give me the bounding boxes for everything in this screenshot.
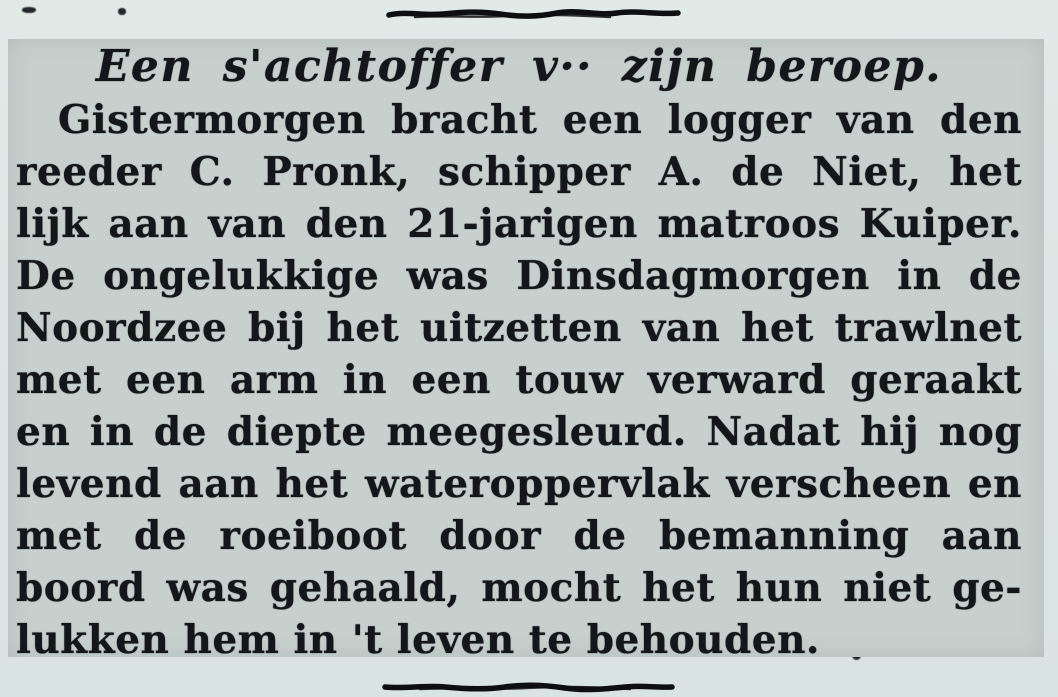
newspaper-clipping — [8, 39, 1044, 663]
article-line: lijk aan van den 21-jarigen matroos Kuiper. — [16, 201, 1022, 247]
article-line: met de roeiboot door de bemanning aan — [16, 513, 1022, 559]
article-title: Een s'achtoffer v·· zijn beroep. — [95, 41, 943, 92]
article-line: De ongelukkige was Dinsdagmorgen in de — [16, 253, 1022, 299]
ink-speck-dot-icon — [118, 8, 126, 15]
article-line: en in de diepte meegesleurd. Nadat hij nog — [16, 409, 1022, 455]
article-line: met een arm in een touw verward geraakt — [16, 357, 1022, 403]
article-line: levend aan het wateroppervlak verscheen en — [16, 461, 1022, 507]
article-line: Noordzee bij het uitzetten van het trawlnet — [16, 305, 1022, 351]
bottom-divider-rule-icon — [380, 679, 678, 695]
article-body — [16, 94, 1022, 666]
article-line: reeder C. Pronk, schipper A. de Niet, het — [16, 149, 1022, 195]
top-divider-rule-icon — [385, 6, 683, 22]
article-line: lukken hem in 't leven te behouden. — [16, 617, 821, 663]
article-line: Gistermorgen bracht een logger van den — [58, 97, 1022, 143]
ink-speck-dash-icon — [22, 7, 36, 13]
article-line: boord was gehaald, mocht het hun niet ge- — [16, 565, 1022, 611]
